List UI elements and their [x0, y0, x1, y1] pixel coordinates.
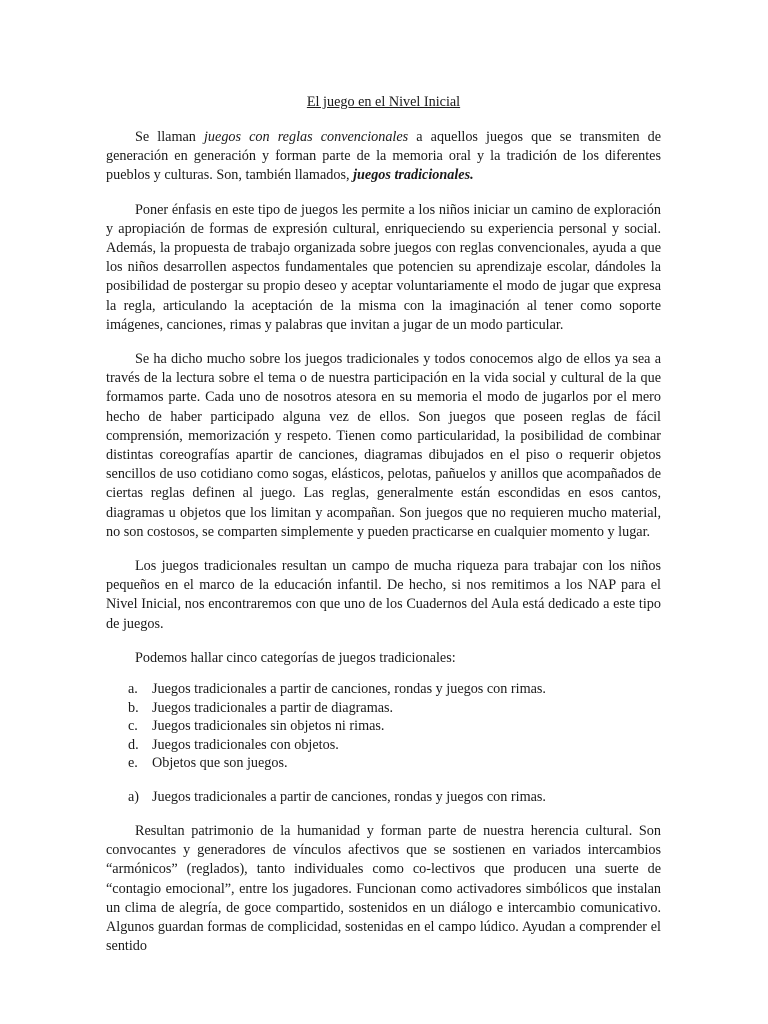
- categories-list: [106, 680, 661, 773]
- list-item-text: Objetos que son juegos.: [152, 755, 288, 772]
- paragraph-1-post: a aquellos juegos que se transmiten de generación en generación y forman parte de la memoria oral y la tradición de los diferentes pueblos y culturas. Son, también llamados,: [106, 129, 662, 184]
- list-item-text: Juegos tradicionales a partir de canciones, rondas y juegos con rimas.: [152, 681, 546, 698]
- paragraph-1-pre: Se llaman: [135, 129, 204, 145]
- list-item-text: Juegos tradicionales con objetos.: [152, 736, 339, 753]
- list-marker: d.: [128, 736, 139, 753]
- paragraph-1-italic: juegos con reglas convencionales: [203, 129, 409, 145]
- section-a-heading: [106, 788, 661, 807]
- list-marker: c.: [128, 718, 138, 735]
- list-item-text: Juegos tradicionales a partir de diagramas.: [152, 699, 394, 716]
- list-marker: b.: [128, 699, 139, 716]
- section-a-marker: a): [128, 789, 140, 806]
- list-marker: a.: [128, 681, 138, 698]
- paragraph-4: Los juegos tradicionales resultan un campo de mucha riqueza para trabajar con los niños pequeños en el marco de la educación infantil. De hecho, si nos remitimos a los NAP para el Nivel Inicial, nos encontraremos con que uno de los Cuadernos del Aula está dedicado a este tipo de juegos.: [106, 558, 661, 632]
- list-intro: Podemos hallar cinco categorías de juegos tradicionales:: [135, 649, 456, 666]
- paragraph-3: Se ha dicho mucho sobre los juegos tradicionales y todos conocemos algo de ellos ya sea a través de la lectura sobre el tema o de nuestra participación en la vida social y cultural de la que formamos parte. Cada uno de nosotros atesora en su memoria el modo de jugarlos por el mero hecho de haber participado alguna vez de ellos. Son juegos que poseen reglas de fácil comprensión, memorización y respeto. Tienen como particularidad, la posibilidad de combinar distintas coreografías apartir de canciones, diagramas dibujados en el piso o requerir objetos sencillos de uso cotidiano como sogas, elásticos, pelotas, pañuelos y anillos que acompañados de ciertas reglas definen al juego. Las reglas, generalmente están escondidas en esos cantos, diagramas u objetos que los limitan y acompañan. Son juegos que no requieren mucho material, no son costosos, se comparten simplemente y pueden practicarse en cualquier momento y lugar.: [106, 351, 661, 540]
- list-marker: e.: [128, 755, 138, 772]
- list-item: [106, 699, 661, 718]
- section-a-text: Juegos tradicionales a partir de canciones, rondas y juegos con rimas.: [152, 789, 546, 806]
- paragraph-5: Resultan patrimonio de la humanidad y forman parte de nuestra herencia cultural. Son convocantes y generadores de vínculos afectivos que se sostienen en variados intercambios “armónicos” (reglados), tanto individuales como co-lectivos que producen una suerte de “contagio emocional”, entre los jugadores. Funcionan como activadores simbólicos que instalan un clima de alegría, de goce compartido, sostenidos en un diálogo e intercambio comunicativo. Algunos guardan formas de complicidad, sostenidas en el campo lúdico. Ayudan a comprender el sentido: [106, 823, 661, 955]
- list-item: [106, 736, 661, 755]
- list-item: [106, 754, 661, 773]
- list-item-text: Juegos tradicionales sin objetos ni rimas.: [152, 718, 385, 735]
- document-title: El juego en el Nivel Inicial: [306, 94, 461, 110]
- paragraph-1-bold: juegos tradicionales.: [353, 167, 474, 184]
- paragraph-1: [106, 128, 661, 186]
- list-item: [106, 680, 661, 699]
- list-item: [106, 717, 661, 736]
- paragraph-2: Poner énfasis en este tipo de juegos les permite a los niños iniciar un camino de exploración y apropiación de formas de expresión cultural, enriqueciendo su experiencia personal y social. Además, la propuesta de trabajo organizada sobre juegos con reglas convencionales, ayuda a que los niños desarrollen aspectos fundamentales que potencien su aprendizaje escolar, dándoles la posibilidad de postergar su propio deseo y aceptar voluntariamente el modo de jugar que expresa la regla, articulando la aceptación de la misma con la imaginación al tener como soporte imágenes, canciones, rimas y palabras que invitan a jugar de un modo particular.: [106, 201, 661, 333]
